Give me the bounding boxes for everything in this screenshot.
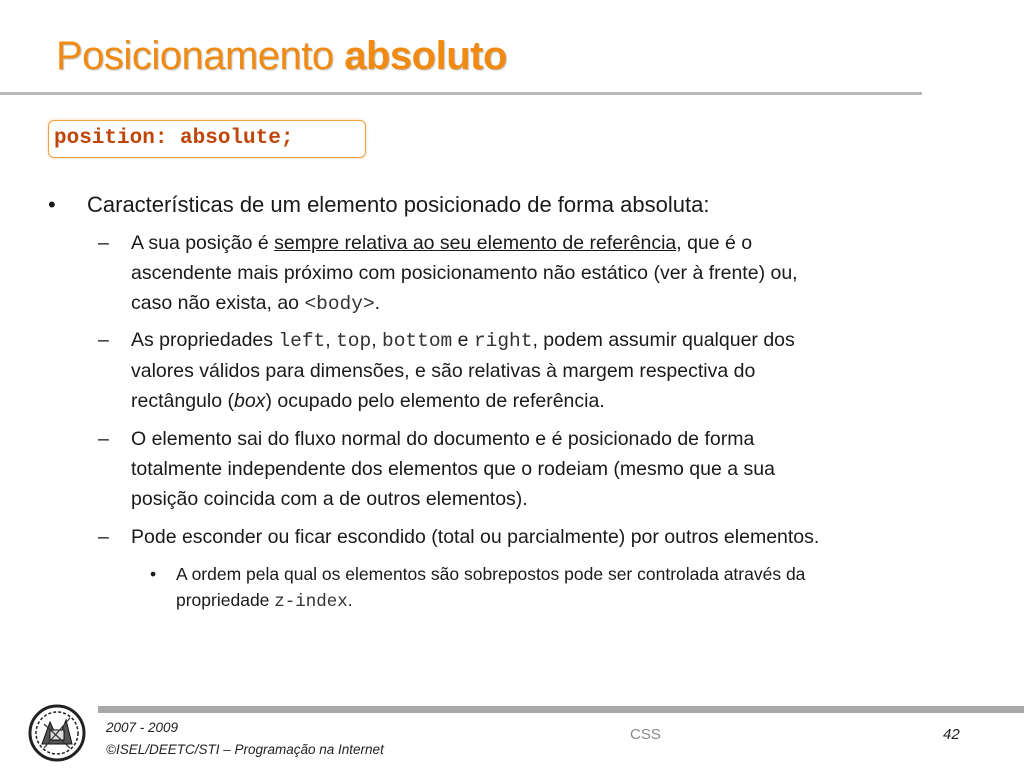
dash-marker: –	[98, 428, 109, 450]
text-line: valores válidos para dimensões, e são relativas à margem respectiva do	[131, 360, 756, 382]
footer-topic: CSS	[630, 726, 661, 743]
text-line: posição coincida com a de outros elementos).	[131, 488, 528, 510]
text-run: ,	[371, 329, 383, 351]
text-run: e	[452, 329, 474, 351]
footer-page-number: 42	[943, 726, 960, 743]
code-z-index: z-index	[274, 592, 348, 612]
text-run: ,	[325, 329, 337, 351]
code-top: top	[336, 330, 372, 352]
footer-years: 2007 - 2009	[106, 720, 179, 735]
text-line: totalmente independente dos elementos que o rodeiam (mesmo que a sua	[131, 458, 775, 480]
text-run: As propriedades	[131, 329, 279, 351]
underlined-phrase: sempre relativa ao seu elemento de referência	[274, 232, 677, 254]
dash-marker: –	[98, 526, 109, 548]
isel-logo-icon	[28, 704, 86, 762]
slide-title	[56, 34, 507, 79]
sub-item-overlap-text	[131, 522, 961, 552]
title-bold: absoluto	[344, 34, 507, 78]
dash-marker: –	[98, 329, 109, 351]
text-run: rectângulo (	[131, 390, 234, 412]
text-run: , que é o	[676, 232, 753, 254]
bullet-marker: •	[48, 192, 56, 217]
code-snippet: position: absolute;	[54, 127, 294, 150]
small-bullet-marker: •	[150, 564, 157, 584]
sub-item-reference-text	[131, 228, 961, 319]
text-run: , podem assumir qualquer dos	[532, 329, 795, 351]
code-bottom: bottom	[382, 330, 453, 352]
text-run: propriedade	[176, 590, 275, 610]
title-normal: Posicionamento	[56, 34, 334, 78]
code-body: <body>	[304, 293, 375, 315]
text-run: A sua posição é	[131, 232, 275, 254]
text-run: caso não exista, ao	[131, 292, 305, 314]
code-left: left	[278, 330, 326, 352]
bullet-main-text: Características de um elemento posicionado de forma absoluta:	[87, 192, 710, 217]
text-run: .	[347, 590, 353, 610]
title-divider	[0, 92, 922, 95]
dash-marker: –	[98, 232, 109, 254]
footer-course: ©ISEL/DEETC/STI – Programação na Internet	[106, 742, 384, 757]
text-line: O elemento sai do fluxo normal do documento e é posicionado de forma	[131, 428, 755, 450]
text-line: ascendente mais próximo com posicionamento não estático (ver à frente) ou,	[131, 262, 798, 284]
sub-sub-item-zindex-text	[176, 561, 936, 615]
italic-box: box	[233, 390, 266, 412]
text-run: .	[374, 292, 381, 314]
text-line: Pode esconder ou ficar escondido (total ou parcialmente) por outros elementos.	[131, 526, 820, 548]
text-line: A ordem pela qual os elementos são sobrepostos pode ser controlada através da	[176, 564, 806, 584]
code-right: right	[473, 330, 533, 352]
footer-bar	[98, 706, 1024, 713]
sub-item-flow-text	[131, 424, 961, 514]
text-run: ) ocupado pelo elemento de referência.	[265, 390, 605, 412]
sub-item-properties-text	[131, 325, 961, 416]
code-snippet-box	[48, 120, 366, 158]
footer-credits	[106, 717, 384, 761]
